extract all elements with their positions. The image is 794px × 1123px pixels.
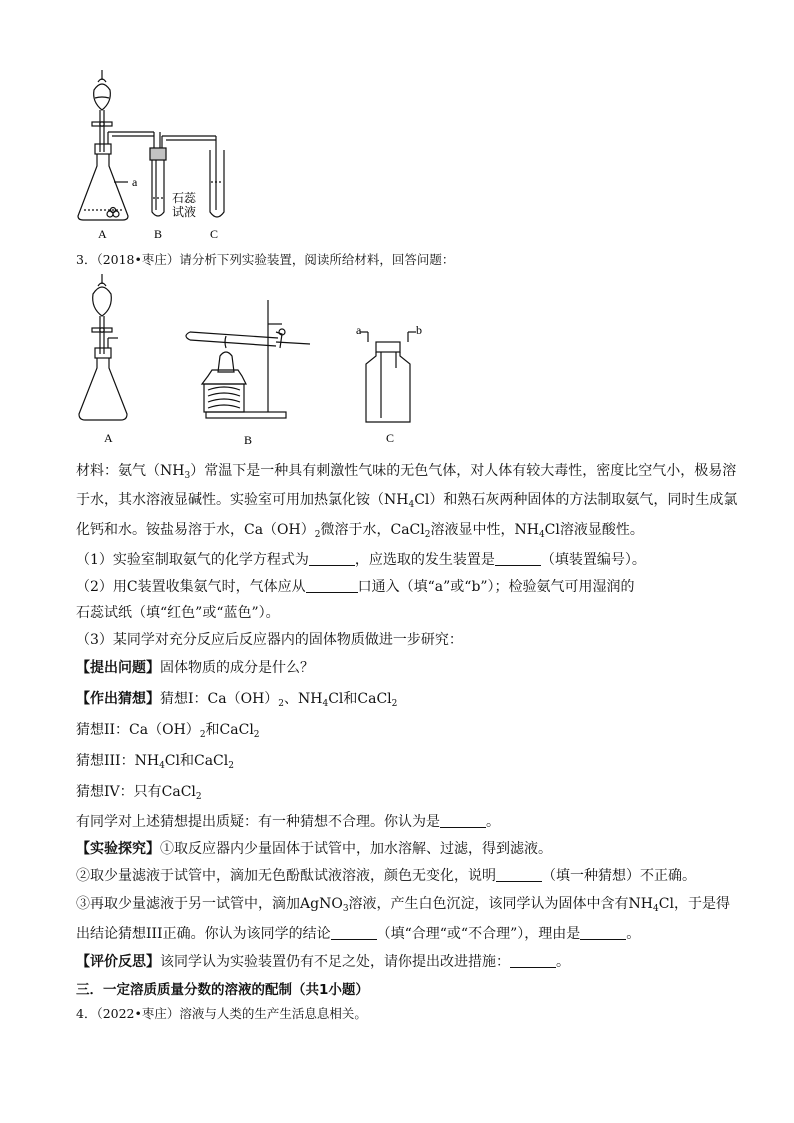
experiment-4 (76, 924, 640, 944)
text: Cl溶液显酸性。 (544, 522, 644, 538)
text: 、NH (284, 691, 323, 707)
subscript: 2 (253, 730, 260, 740)
text: （填一种猜想）不正确。 (542, 868, 696, 884)
text: 口通入（填“a”或“b”）；检验氨气可用湿润的 (357, 579, 635, 595)
text: 。 (626, 926, 641, 942)
text: 。 (556, 954, 570, 970)
ask-question (76, 658, 314, 678)
subscript: 2 (199, 730, 206, 740)
material-line-3 (76, 520, 644, 545)
text: 石蕊试纸（填“红色”或“蓝色”）。 (76, 605, 280, 621)
text: 和CaCl (205, 722, 254, 738)
text: 于水，其水溶液显碱性。实验室可用加热氯化铵（NH (76, 492, 409, 508)
indicator-label-2: 试液 (172, 205, 197, 219)
subscript: 4 (408, 500, 415, 510)
text: 。 (486, 814, 500, 830)
text: 猜想III：NH (76, 753, 160, 769)
fig2-label-B: B (244, 433, 253, 447)
flask-label-a: a (132, 175, 138, 189)
text: ①取反应器内少量固体于试管中，加水溶解、过滤，得到滤液。 (160, 841, 552, 857)
answer-blank[interactable] (496, 867, 542, 882)
answer-blank[interactable] (495, 551, 541, 566)
section-3-heading: 三．一定溶质质量分数的溶液的配制（共1小题） (76, 982, 369, 998)
evaluation (76, 952, 570, 972)
subscript: 3 (184, 471, 191, 481)
text: 溶液显中性，NH (430, 522, 539, 538)
fig2-label-A: A (104, 431, 113, 445)
fig2-port-a: a (356, 323, 362, 337)
subscript: 2 (195, 792, 202, 802)
text: 微溶于水，CaCl (320, 522, 425, 538)
apparatus-label-C: C (210, 227, 219, 241)
guess-4 (76, 782, 202, 807)
text: ③再取少量滤液于另一试管中，滴加AgNO (76, 896, 343, 912)
text: 化钙和水。铵盐易溶于水，Ca（OH） (76, 522, 315, 538)
text: （1）实验室制取氨气的化学方程式为 (76, 552, 309, 568)
material-line-2 (76, 490, 737, 515)
answer-blank[interactable] (309, 551, 355, 566)
section-tag: 【实验探究】 (76, 841, 160, 857)
subscript: 4 (159, 761, 165, 771)
part-1 (76, 550, 646, 570)
part-3: （3）某同学对充分反应后反应器内的固体物质做进一步研究： (76, 632, 463, 648)
text: 猜想I：Ca（OH） (160, 691, 279, 707)
indicator-label-1: 石蕊 (172, 191, 197, 205)
text: （填“合理“或“不合理”），理由是 (376, 926, 581, 942)
question-4-header: 4．（2022•枣庄）溶液与人类的生产生活息息相关。 (76, 1006, 367, 1021)
question-3-header: 3．（2018•枣庄）请分析下列实验装置，阅读所给材料，回答问题： (76, 252, 455, 267)
section-tag: 【提出问题】 (76, 660, 160, 676)
answer-blank[interactable] (510, 953, 556, 968)
text: Cl和CaCl (328, 691, 392, 707)
answer-blank[interactable] (306, 578, 358, 593)
subscript: 2 (228, 761, 234, 771)
subscript: 3 (342, 904, 349, 914)
part-2-cont (76, 603, 280, 623)
text: ，应选取的发生装置是 (354, 552, 495, 568)
experiment-3 (76, 894, 730, 919)
text: 出结论猜想III正确。你认为该同学的结论 (76, 926, 331, 942)
subscript: 4 (322, 699, 329, 709)
text: （填装置编号）。 (540, 552, 646, 568)
part-2 (76, 577, 635, 597)
answer-blank[interactable] (331, 925, 377, 940)
subscript: 2 (424, 530, 431, 540)
section-tag: 【作出猜想】 (76, 691, 160, 707)
text: 该同学认为实验装置仍有不足之处，请你提出改进措施： (160, 954, 510, 970)
text: Cl和CaCl (164, 753, 229, 769)
text: Cl，于是得 (658, 896, 730, 912)
text: 固体物质的成分是什么？ (160, 660, 314, 676)
text: 材料：氨气（NH (76, 463, 185, 479)
doubt-line (76, 812, 500, 832)
fig2-port-b: b (416, 323, 422, 337)
material-line-1 (76, 461, 736, 486)
apparatus-figure-1 (70, 70, 250, 245)
apparatus-label-B: B (154, 227, 163, 241)
subscript: 2 (278, 699, 285, 709)
apparatus-figure-2 (70, 272, 430, 452)
subscript: 2 (391, 699, 398, 709)
subscript: 4 (538, 530, 545, 540)
text: Cl）和熟石灰两种固体的方法制取氨气，同时生成氯 (414, 492, 738, 508)
apparatus-label-A: A (98, 227, 107, 241)
text: 溶液，产生白色沉淀，该同学认为固体中含有NH (348, 896, 654, 912)
guess-3 (76, 751, 234, 776)
text: 猜想II：Ca（OH） (76, 722, 200, 738)
answer-blank[interactable] (580, 925, 626, 940)
fig2-label-C: C (386, 431, 395, 445)
text: （2）用C装置收集氨气时，气体应从 (76, 579, 306, 595)
experiment-1 (76, 839, 552, 859)
text: 有同学对上述猜想提出质疑：有一种猜想不合理。你认为是 (76, 814, 440, 830)
answer-blank[interactable] (440, 813, 486, 828)
text: ②取少量滤液于试管中，滴加无色酚酞试液溶液，颜色无变化，说明 (76, 868, 496, 884)
subscript: 4 (653, 904, 659, 914)
guess-1 (76, 689, 397, 714)
guess-2 (76, 720, 260, 745)
subscript: 2 (314, 530, 321, 540)
text: 猜想IV：只有CaCl (76, 784, 196, 800)
section-tag: 【评价反思】 (76, 954, 160, 970)
experiment-2 (76, 866, 696, 886)
text: ）常温下是一种具有刺激性气味的无色气体，对人体有较大毒性，密度比空气小，极易溶 (190, 463, 737, 479)
